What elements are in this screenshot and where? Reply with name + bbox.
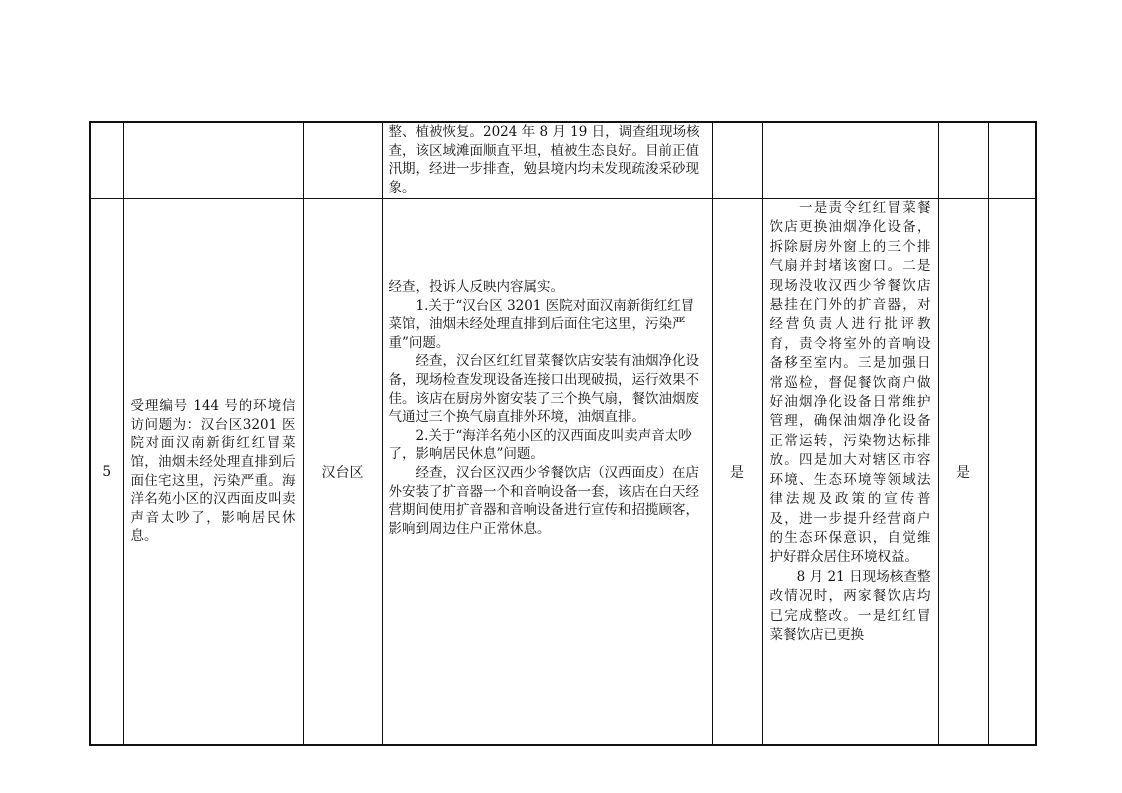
cell-findings <box>382 122 712 199</box>
cell-number <box>90 122 123 199</box>
complaint-table <box>89 121 1037 746</box>
cell-measures <box>762 122 938 199</box>
cell-complaint <box>123 122 303 199</box>
cell-substantiated <box>712 199 762 746</box>
cell-district <box>303 199 382 746</box>
table-row <box>90 122 1036 199</box>
cell-rectified <box>938 199 988 746</box>
table-row <box>90 199 1036 746</box>
cell-substantiated <box>712 122 762 199</box>
substantiated-value: 是 <box>730 464 744 481</box>
findings-text: 整、植被恢复。2024 年 8 月 19 日，调查组现场核查，该区域滩面顺直平坦，植被生态良好。目前正值汛期，经进一步排查，勉县境内均未发现疏浚采砂现象。 <box>388 124 700 196</box>
row-number: 5 <box>102 463 112 480</box>
cell-remarks <box>988 122 1036 199</box>
cell-findings <box>382 199 712 746</box>
cell-measures <box>762 199 938 746</box>
district-name: 汉台区 <box>321 464 364 481</box>
findings-text: 经查，投诉人反映内容属实。 1.关于“汉台区 3201 医院对面汉南新街红红冒菜馆，油烟未经处理直排到后面住宅这里，污染严重”问题。 经查，汉台区红红冒菜餐饮店安装有油烟净化设备，现场检查发现设备连接口出现破损，运行效果不佳。该店在厨房外窗安装了三个换气扇，餐饮油烟废气通过三个换气扇直排外环境，油烟直排。 2.关于“海洋名苑小区的汉西面皮叫卖声音太吵了，影响居民休息”问题。 经查，汉台区汉西少爷餐饮店（汉西面皮）在店外安装了扩音器一个和音响设备一套，该店在白天经营期间使用扩音器和音响设备进行宣传和招揽顾客，影响到周边住户正常休息。 <box>388 279 699 537</box>
cell-number <box>90 199 123 746</box>
cell-remarks <box>988 199 1036 746</box>
cell-complaint <box>123 199 303 746</box>
rectified-value: 是 <box>956 464 970 481</box>
cell-district <box>303 122 382 199</box>
cell-rectified <box>938 122 988 199</box>
measures-text: 一是责令红红冒菜餐饮店更换油烟净化设备，拆除厨房外窗上的三个排气扇并封堵该窗口。二是现场没收汉西少爷餐饮店悬挂在门外的扩音器，对经营负责人进行批评教育，责令将室外的音响设备移至室内。三是加强日常巡检，督促餐饮商户做好油烟净化设备日常维护管理，确保油烟净化设备正常运转，污染物达标排放。四是加大对辖区市容环境、生态环境等领域法律法规及政策的宣传普及，进一步提升经营商户的生态环保意识，自觉维护好群众居住环境权益。 8 月 21 日现场核查整改情况时，两家餐饮店均已完成整改。一是红红冒菜餐饮店已更换 <box>769 200 931 643</box>
complaint-text: 受理编号 144 号的环境信访问题为：汉台区3201 医院对面汉南新街红红冒菜馆，油烟未经处理直排到后面住宅这里，污染严重。海洋名苑小区的汉西面皮叫卖声音太吵了，影响居民休息。 <box>130 398 296 545</box>
